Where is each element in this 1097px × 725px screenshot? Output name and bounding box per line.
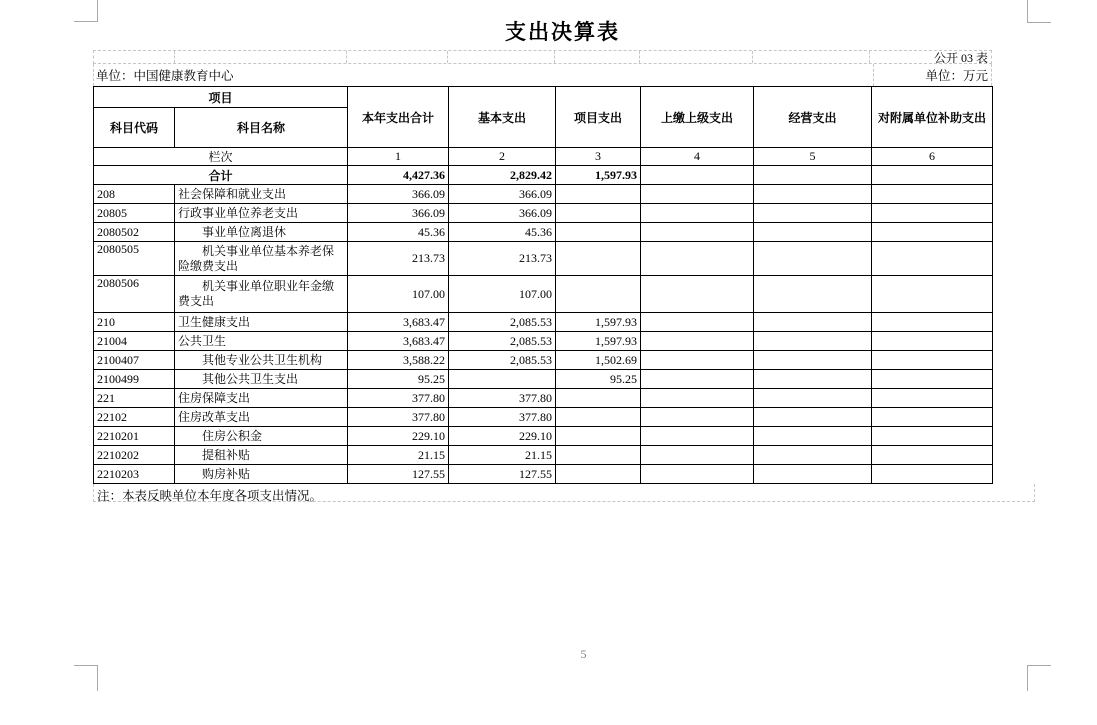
cell-value bbox=[754, 427, 872, 446]
cell-value: 377.80 bbox=[348, 408, 449, 427]
header-col-operating: 经营支出 bbox=[754, 87, 872, 148]
header-row-group bbox=[94, 87, 993, 108]
cell-value bbox=[872, 204, 993, 223]
cell-code: 2080506 bbox=[94, 276, 175, 313]
cell-value: 107.00 bbox=[449, 276, 556, 313]
gridline-cell bbox=[347, 51, 448, 63]
cell-code: 20805 bbox=[94, 204, 175, 223]
cell-value: 366.09 bbox=[348, 204, 449, 223]
cell-value bbox=[556, 204, 641, 223]
cell-value bbox=[641, 242, 754, 276]
cell-value: 3,588.22 bbox=[348, 351, 449, 370]
cell-value: 213.73 bbox=[449, 242, 556, 276]
margin-mark-bottom-right bbox=[1027, 665, 1051, 691]
cell-value: 107.00 bbox=[348, 276, 449, 313]
cell-value bbox=[754, 370, 872, 389]
unit-of-measure: 单位：万元 bbox=[873, 64, 991, 86]
cell-value bbox=[556, 446, 641, 465]
cell-value: 3,683.47 bbox=[348, 313, 449, 332]
gridline-cell bbox=[640, 51, 753, 63]
table-row bbox=[94, 465, 993, 484]
header-subject-code: 科目代码 bbox=[94, 108, 175, 148]
cell-value bbox=[754, 408, 872, 427]
cell-value bbox=[872, 408, 993, 427]
cell-value bbox=[556, 276, 641, 313]
cell-value: 2,085.53 bbox=[449, 332, 556, 351]
table-row bbox=[94, 427, 993, 446]
header-col-project-exp: 项目支出 bbox=[556, 87, 641, 148]
cell-value bbox=[556, 185, 641, 204]
cell-value: 1,597.93 bbox=[556, 313, 641, 332]
gridline-cell bbox=[175, 51, 348, 63]
table-row bbox=[94, 370, 993, 389]
cell-value bbox=[641, 204, 754, 223]
cell-value: 3,683.47 bbox=[348, 332, 449, 351]
cell-value: 95.25 bbox=[556, 370, 641, 389]
cell-value bbox=[872, 332, 993, 351]
cell-value bbox=[754, 332, 872, 351]
cell-value bbox=[556, 223, 641, 242]
cell-value bbox=[754, 204, 872, 223]
cell-value bbox=[872, 313, 993, 332]
cell-value: 1,597.93 bbox=[556, 332, 641, 351]
column-index-label: 栏次 bbox=[94, 148, 348, 166]
cell-value bbox=[556, 408, 641, 427]
table-row bbox=[94, 313, 993, 332]
cell-value: 21.15 bbox=[449, 446, 556, 465]
column-index: 4 bbox=[641, 148, 754, 166]
table-row bbox=[94, 408, 993, 427]
cell-value bbox=[641, 465, 754, 484]
cell-value: 377.80 bbox=[449, 408, 556, 427]
cell-subject-name: 公共卫生 bbox=[175, 332, 348, 351]
org-unit-row bbox=[93, 64, 992, 86]
gridline-cell bbox=[753, 51, 871, 63]
column-index: 5 bbox=[754, 148, 872, 166]
cell-code: 2210203 bbox=[94, 465, 175, 484]
cell-value bbox=[872, 223, 993, 242]
cell-value bbox=[556, 389, 641, 408]
org-name: 单位：中国健康教育中心 bbox=[96, 69, 234, 83]
cell-value bbox=[641, 427, 754, 446]
cell-value bbox=[754, 389, 872, 408]
cell-value: 95.25 bbox=[348, 370, 449, 389]
header-col-total: 本年支出合计 bbox=[348, 87, 449, 148]
column-index: 6 bbox=[872, 148, 993, 166]
table-row bbox=[94, 276, 993, 313]
expenditure-table bbox=[93, 86, 993, 484]
table-row bbox=[94, 389, 993, 408]
cell-value bbox=[641, 223, 754, 242]
total-label: 合计 bbox=[94, 166, 348, 185]
cell-subject-name: 住房保障支出 bbox=[175, 389, 348, 408]
cell-value: 366.09 bbox=[449, 204, 556, 223]
cell-value bbox=[872, 276, 993, 313]
header-subject-name: 科目名称 bbox=[175, 108, 348, 148]
table-row bbox=[94, 351, 993, 370]
table-row bbox=[94, 242, 993, 276]
cell-value bbox=[556, 427, 641, 446]
cell-value bbox=[556, 465, 641, 484]
cell-value bbox=[641, 276, 754, 313]
cell-value bbox=[754, 351, 872, 370]
cell-code: 2080505 bbox=[94, 242, 175, 276]
column-index: 2 bbox=[449, 148, 556, 166]
cell-value bbox=[872, 389, 993, 408]
column-index: 1 bbox=[348, 148, 449, 166]
cell-value bbox=[641, 351, 754, 370]
cell-value: 377.80 bbox=[348, 389, 449, 408]
gridline-cell bbox=[94, 51, 175, 63]
cell-value bbox=[754, 242, 872, 276]
total-value: 2,829.42 bbox=[449, 166, 556, 185]
cell-subject-name: 其他公共卫生支出 bbox=[175, 370, 348, 389]
cell-value bbox=[556, 242, 641, 276]
cell-subject-name: 住房公积金 bbox=[175, 427, 348, 446]
cell-subject-name: 住房改革支出 bbox=[175, 408, 348, 427]
cell-value bbox=[754, 446, 872, 465]
cell-value bbox=[641, 389, 754, 408]
cell-value: 2,085.53 bbox=[449, 313, 556, 332]
cell-subject-name: 其他专业公共卫生机构 bbox=[175, 351, 348, 370]
cell-value bbox=[449, 370, 556, 389]
column-index-row bbox=[94, 148, 993, 166]
margin-mark-bottom-left bbox=[74, 665, 98, 691]
cell-value bbox=[872, 242, 993, 276]
cell-value: 45.36 bbox=[449, 223, 556, 242]
cell-value: 366.09 bbox=[348, 185, 449, 204]
cell-code: 2210202 bbox=[94, 446, 175, 465]
table-row bbox=[94, 204, 993, 223]
cell-subject-name: 机关事业单位基本养老保险缴费支出 bbox=[175, 242, 348, 276]
header-col-subsidy: 对附属单位补助支出 bbox=[872, 87, 993, 148]
cell-value bbox=[641, 332, 754, 351]
cell-value bbox=[641, 446, 754, 465]
cell-value bbox=[872, 465, 993, 484]
cell-value bbox=[754, 465, 872, 484]
cell-value bbox=[872, 185, 993, 204]
cell-value bbox=[641, 408, 754, 427]
cell-code: 2100407 bbox=[94, 351, 175, 370]
cell-value bbox=[641, 313, 754, 332]
expenditure-table-sheet bbox=[93, 50, 992, 502]
cell-value: 377.80 bbox=[449, 389, 556, 408]
cell-value: 127.55 bbox=[449, 465, 556, 484]
cell-subject-name: 机关事业单位职业年金缴费支出 bbox=[175, 276, 348, 313]
cell-value bbox=[641, 370, 754, 389]
gridline-cell bbox=[448, 51, 555, 63]
table-row bbox=[94, 223, 993, 242]
cell-code: 2210201 bbox=[94, 427, 175, 446]
page-title: 支出决算表 bbox=[505, 20, 620, 44]
cell-value: 1,502.69 bbox=[556, 351, 641, 370]
total-value bbox=[872, 166, 993, 185]
cell-subject-name: 事业单位离退休 bbox=[175, 223, 348, 242]
table-row bbox=[94, 185, 993, 204]
total-value: 1,597.93 bbox=[556, 166, 641, 185]
table-note: 注：本表反映单位本年度各项支出情况。 bbox=[93, 484, 1035, 502]
table-row bbox=[94, 332, 993, 351]
cell-value bbox=[754, 185, 872, 204]
total-row bbox=[94, 166, 993, 185]
header-group-project: 项目 bbox=[94, 87, 348, 108]
form-code: 公开 03 表 bbox=[933, 50, 988, 65]
column-index: 3 bbox=[556, 148, 641, 166]
cell-value: 366.09 bbox=[449, 185, 556, 204]
total-value: 4,427.36 bbox=[348, 166, 449, 185]
cell-subject-name: 卫生健康支出 bbox=[175, 313, 348, 332]
cell-value: 213.73 bbox=[348, 242, 449, 276]
total-value bbox=[641, 166, 754, 185]
cell-value bbox=[641, 185, 754, 204]
cell-value: 2,085.53 bbox=[449, 351, 556, 370]
cell-value bbox=[872, 370, 993, 389]
cell-code: 2100499 bbox=[94, 370, 175, 389]
cell-value: 21.15 bbox=[348, 446, 449, 465]
cell-subject-name: 提租补贴 bbox=[175, 446, 348, 465]
total-value bbox=[754, 166, 872, 185]
cell-code: 22102 bbox=[94, 408, 175, 427]
cell-code: 210 bbox=[94, 313, 175, 332]
header-col-basic: 基本支出 bbox=[449, 87, 556, 148]
cell-code: 221 bbox=[94, 389, 175, 408]
cell-subject-name: 社会保障和就业支出 bbox=[175, 185, 348, 204]
cell-value bbox=[754, 313, 872, 332]
cell-code: 21004 bbox=[94, 332, 175, 351]
cell-subject-name: 购房补贴 bbox=[175, 465, 348, 484]
cell-code: 208 bbox=[94, 185, 175, 204]
header-col-upper: 上缴上级支出 bbox=[641, 87, 754, 148]
cell-value: 45.36 bbox=[348, 223, 449, 242]
cell-value bbox=[872, 446, 993, 465]
cell-value: 229.10 bbox=[348, 427, 449, 446]
cell-value bbox=[754, 276, 872, 313]
cell-value: 229.10 bbox=[449, 427, 556, 446]
cell-value bbox=[872, 427, 993, 446]
cell-value: 127.55 bbox=[348, 465, 449, 484]
page-number: 5 bbox=[580, 647, 587, 661]
gridline-cell bbox=[555, 51, 640, 63]
cell-code: 2080502 bbox=[94, 223, 175, 242]
cell-value bbox=[754, 223, 872, 242]
cell-subject-name: 行政事业单位养老支出 bbox=[175, 204, 348, 223]
cell-value bbox=[872, 351, 993, 370]
gridline-row bbox=[93, 50, 992, 64]
table-row bbox=[94, 446, 993, 465]
